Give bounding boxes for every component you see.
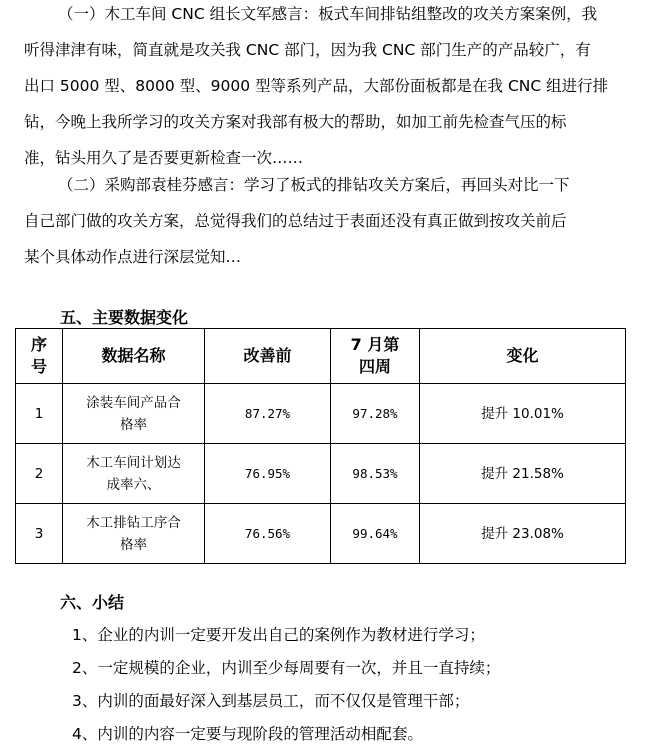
data-change-table <box>15 328 626 564</box>
cell-no: 2 <box>16 444 63 504</box>
cell-change: 提升 23.08% <box>420 504 626 564</box>
paragraph-line: （二）采购部袁桂芬感言：学习了板式的排钻攻关方案后，再回头对比一下 <box>58 176 570 194</box>
cell-week4: 97.28% <box>331 384 420 444</box>
cell-before: 87.27% <box>205 384 331 444</box>
paragraph-line: 某个具体动作点进行深层觉知… <box>24 248 242 266</box>
paragraph-line: 自己部门做的攻关方案，总觉得我们的总结过于表面还没有真正做到按攻关前后 <box>24 212 567 230</box>
section-heading-summary: 六、小结 <box>60 593 125 612</box>
table-row <box>16 504 626 564</box>
cell-before: 76.56% <box>205 504 331 564</box>
table-header-row <box>16 329 626 384</box>
list-item: 2、一定规模的企业，内训至少每周要有一次，并且一直持续； <box>72 659 501 677</box>
header-july-week4: 7 月第 四周 <box>331 329 420 384</box>
section-heading-data-changes: 五、主要数据变化 <box>60 308 189 327</box>
cell-change: 提升 10.01% <box>420 384 626 444</box>
paragraph-line: 钻，今晚上我所学习的攻关方案对我部有极大的帮助，如加工前先检查气压的标 <box>24 113 567 131</box>
cell-change: 提升 21.58% <box>420 444 626 504</box>
cell-name: 涂装车间产品合 格率 <box>63 384 205 444</box>
cell-week4: 99.64% <box>331 504 420 564</box>
paragraph-line: 出口 5000 型、8000 型、9000 型等系列产品，大部份面板都是在我 CNC 组进行排 <box>24 77 609 95</box>
list-item: 3、内训的面最好深入到基层员工，而不仅仅是管理干部； <box>72 692 470 710</box>
list-item: 4、内训的内容一定要与现阶段的管理活动相配套。 <box>72 725 423 743</box>
cell-no: 1 <box>16 384 63 444</box>
cell-name: 木工排钻工序合 格率 <box>63 504 205 564</box>
cell-name: 木工车间计划达 成率六、 <box>63 444 205 504</box>
table-row <box>16 384 626 444</box>
paragraph-cnc-feedback <box>24 0 640 176</box>
paragraph-line: （一）木工车间 CNC 组长文军感言：板式车间排钻组整改的攻关方案案例，我 <box>58 5 598 23</box>
list-item: 1、企业的内训一定要开发出自己的案例作为教材进行学习； <box>72 626 485 644</box>
paragraph-purchasing-feedback <box>24 167 640 275</box>
cell-week4: 98.53% <box>331 444 420 504</box>
header-before: 改善前 <box>205 329 331 384</box>
paragraph-line: 听得津津有味，简直就是攻关我 CNC 部门，因为我 CNC 部门生产的产品较广，有 <box>24 41 591 59</box>
paragraph-line: 准，钻头用久了是否要更新检查一次…… <box>24 149 304 167</box>
cell-before: 76.95% <box>205 444 331 504</box>
header-no: 序 号 <box>16 329 63 384</box>
header-change: 变化 <box>420 329 626 384</box>
cell-no: 3 <box>16 504 63 564</box>
table-row <box>16 444 626 504</box>
header-name: 数据名称 <box>63 329 205 384</box>
